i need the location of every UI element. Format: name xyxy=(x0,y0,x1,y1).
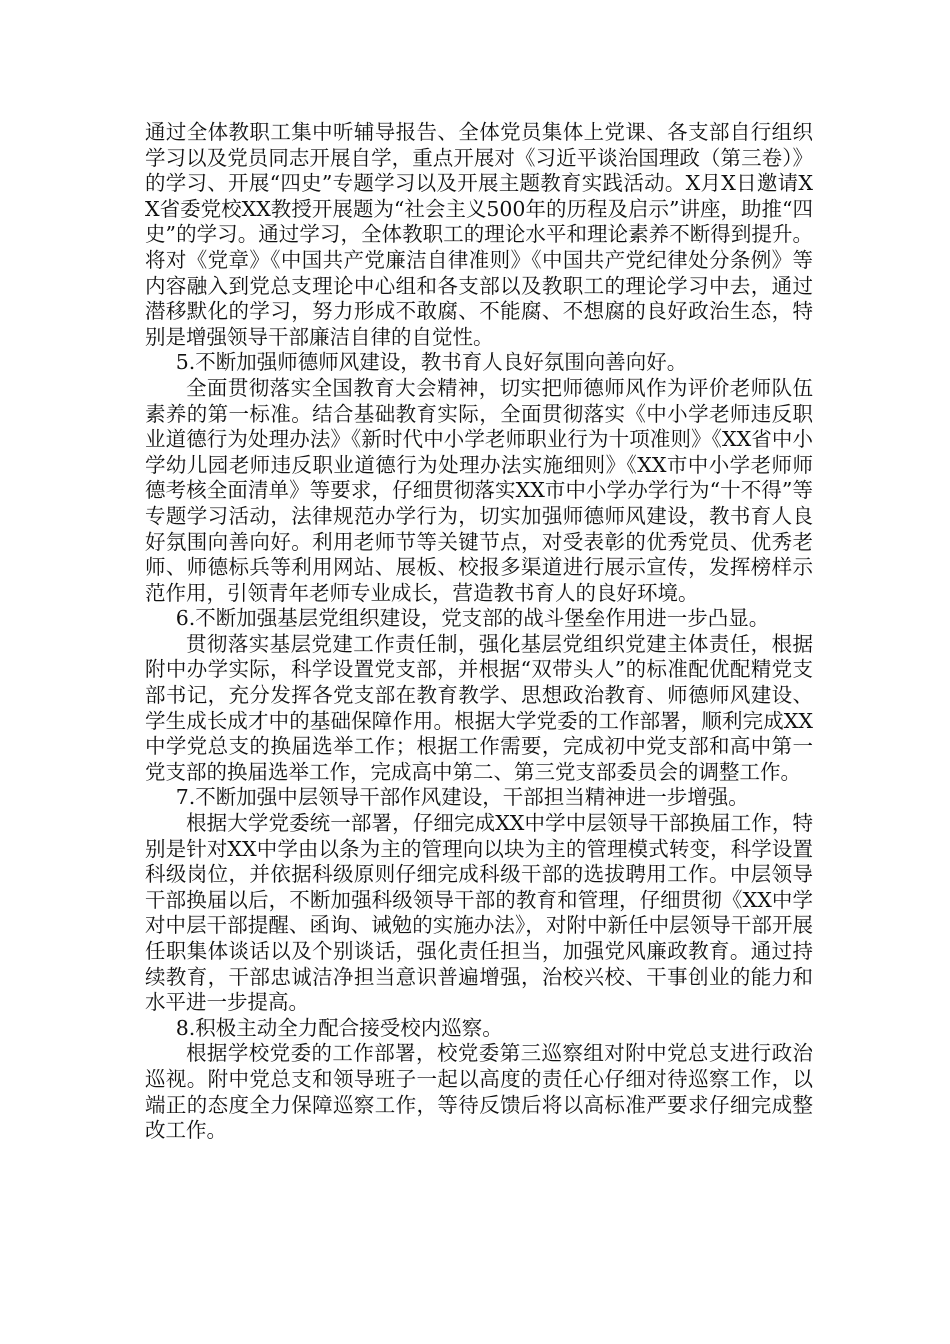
section-heading-5: 5.不断加强师德师风建设，教书育人良好氛围向善向好。 xyxy=(175,350,688,375)
section-heading-6: 6.不断加强基层党组织建设，党支部的战斗堡垒作用进一步凸显。 xyxy=(175,606,770,631)
document-page xyxy=(145,120,813,1144)
section-heading-7: 7.不断加强中层领导干部作风建设，干部担当精神进一步增强。 xyxy=(175,785,749,810)
paragraph-cadre-style: 根据大学党委统一部署，仔细完成XX中学中层领导干部换届工作，特别是针对XX中学由以条为主的管理向以块为主的管理模式转变，科学设置科级岗位，并依据科级原则仔细完成科级干部的选拔聘用工作。中层领导干部换届以后，不断加强科级领导干部的教育和管理，仔细贯彻《XX中学对中层干部提醒、函询、诫勉的实施办法》，对附中新任中层领导干部开展任职集体谈话以及个别谈话，强化责任担当，加强党风廉政教育。通过持续教育，干部忠诚洁净担当意识普遍增强，治校兴校、干事创业的能力和水平进一步提高。 xyxy=(145,811,813,1015)
paragraph-teacher-ethics: 全面贯彻落实全国教育大会精神，切实把师德师风作为评价老师队伍素养的第一标准。结合基础教育实际，全面贯彻落实《中小学老师违反职业道德行为处理办法》《新时代中小学老师职业行为十项准则》《XX省中小学幼儿园老师违反职业道德行为处理办法实施细则》《XX市中小学老师师德考核全面清单》等要求，仔细贯彻落实XX市中小学办学行为“十不得”等专题学习活动，法律规范办学行为，切实加强师德师风建设，教书育人良好氛围向善向好。利用老师节等关键节点，对受表彰的优秀党员、优秀老师、师德标兵等利用网站、展板、校报多渠道进行展示宣传，发挥榜样示范作用，引领青年老师专业成长，营造教书育人的良好环境。 xyxy=(145,375,813,605)
paragraph-party-branch: 贯彻落实基层党建工作责任制，强化基层党组织党建主体责任，根据附中办学实际，科学设置党支部，并根据“双带头人”的标准配优配精党支部书记，充分发挥各党支部在教育教学、思想政治教育、师德师风建设、学生成长成才中的基础保障作用。根据大学党委的工作部署，顺利完成XX中学党总支的换届选举工作；根据工作需要，完成初中党支部和高中第一党支部的换届选举工作，完成高中第二、第三党支部委员会的调整工作。 xyxy=(145,631,813,784)
paragraph-inspection: 根据学校党委的工作部署，校党委第三巡察组对附中党总支进行政治巡视。附中党总支和领导班子一起以高度的责任心仔细对待巡察工作，以端正的态度全力保障巡察工作，等待反馈后将以高标准严要求仔细完成整改工作。 xyxy=(145,1041,813,1143)
paragraph-theory-study: 通过全体教职工集中听辅导报告、全体党员集体上党课、各支部自行组织学习以及党员同志开展自学，重点开展对《习近平谈治国理政（第三卷）》的学习、开展“四史”专题学习以及开展主题教育实践活动。X月X日邀请XX省委党校XX教授开展题为“社会主义500年的历程及启示”讲座，助推“四史”的学习。通过学习，全体教职工的理论水平和理论素养不断得到提升。将对《党章》《中国共产党廉洁自律准则》《中国共产党纪律处分条例》等内容融入到党总支理论中心组和各支部以及教职工的理论学习中去，通过潜移默化的学习，努力形成不敢腐、不能腐、不想腐的良好政治生态，特别是增强领导干部廉洁自律的自觉性。 xyxy=(145,120,813,349)
section-heading-8: 8.积极主动全力配合接受校内巡察。 xyxy=(175,1015,503,1040)
